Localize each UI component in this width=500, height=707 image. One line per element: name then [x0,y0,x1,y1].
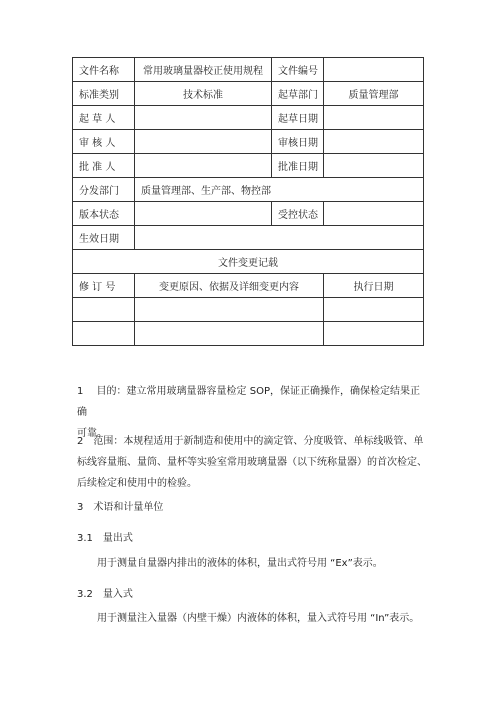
table-row [73,82,424,106]
table-row [73,274,424,298]
label-approval-date: 批准日期 [272,154,324,178]
label-file-number: 文件编号 [272,58,324,82]
label-file-name: 文件名称 [73,58,135,82]
empty-cell [135,298,324,322]
value-file-name: 常用玻璃量器校正使用规程 [135,58,272,82]
table-row [73,154,424,178]
document-info-table [72,57,424,346]
label-reviewer: 审 核 人 [73,130,135,154]
label-review-date: 审核日期 [272,130,324,154]
section-3-1-heading: 3.1 量出式 [77,533,133,544]
value-reviewer [135,130,272,154]
section-2-line-2: 标线容量瓶、量筒、量杯等实验室常用玻璃量器（以下统称量器）的首次检定、 [77,457,427,468]
section-3-2-text: 用于测量注入量器（内壁干燥）内液体的体积，量入式符号用 “In”表示。 [97,613,420,624]
value-file-number [324,58,424,82]
table-row [73,202,424,226]
empty-cell [324,322,424,346]
section-2-scope [77,431,427,494]
empty-cell [324,298,424,322]
label-standard-category: 标准类别 [73,82,135,106]
value-approval-date [324,154,424,178]
table-row [73,298,424,322]
value-drafter [135,106,272,130]
header-change-content: 变更原因、依据及详细变更内容 [135,274,324,298]
table-row [73,178,424,202]
section-3-1-text: 用于测量自量器内排出的液体的体积，量出式符号用 “Ex”表示。 [97,558,383,569]
value-control-status [324,202,424,226]
value-version-status [135,202,272,226]
table-row [73,106,424,130]
label-effective-date: 生效日期 [73,226,135,250]
section-3-heading: 3 术语和计量单位 [77,502,164,513]
value-approver [135,154,272,178]
label-drafting-dept: 起草部门 [272,82,324,106]
label-version-status: 版本状态 [73,202,135,226]
label-control-status: 受控状态 [272,202,324,226]
change-record-title: 文件变更记载 [73,250,424,274]
table-row [73,58,424,82]
empty-cell [135,322,324,346]
header-revision-number: 修 订 号 [73,274,135,298]
section-2-line-3: 后续检定和使用中的检验。 [77,478,197,489]
label-drafting-date: 起草日期 [272,106,324,130]
section-1-line-1: 1 目的：建立常用玻璃量器容量检定 SOP，保证正确操作，确保检定结果正确 [77,386,420,418]
table-row [73,322,424,346]
label-drafter: 起 草 人 [73,106,135,130]
table-row [73,226,424,250]
value-review-date [324,130,424,154]
value-distribution-dept: 质量管理部、生产部、物控部 [135,178,424,202]
value-drafting-dept: 质量管理部 [324,82,424,106]
value-effective-date [135,226,424,250]
table-row [73,250,424,274]
section-2-line-1: 2 范围：本规程适用于新制造和使用中的滴定管、分度吸管、单标线吸管、单 [77,436,424,447]
value-drafting-date [324,106,424,130]
empty-cell [73,298,135,322]
empty-cell [73,322,135,346]
section-3-2-heading: 3.2 量入式 [77,589,133,600]
value-standard-category: 技术标准 [135,82,272,106]
label-approver: 批 准 人 [73,154,135,178]
label-distribution-dept: 分发部门 [73,178,135,202]
header-execution-date: 执行日期 [324,274,424,298]
table-row [73,130,424,154]
section-1-line-2: 可靠。 [77,428,107,439]
